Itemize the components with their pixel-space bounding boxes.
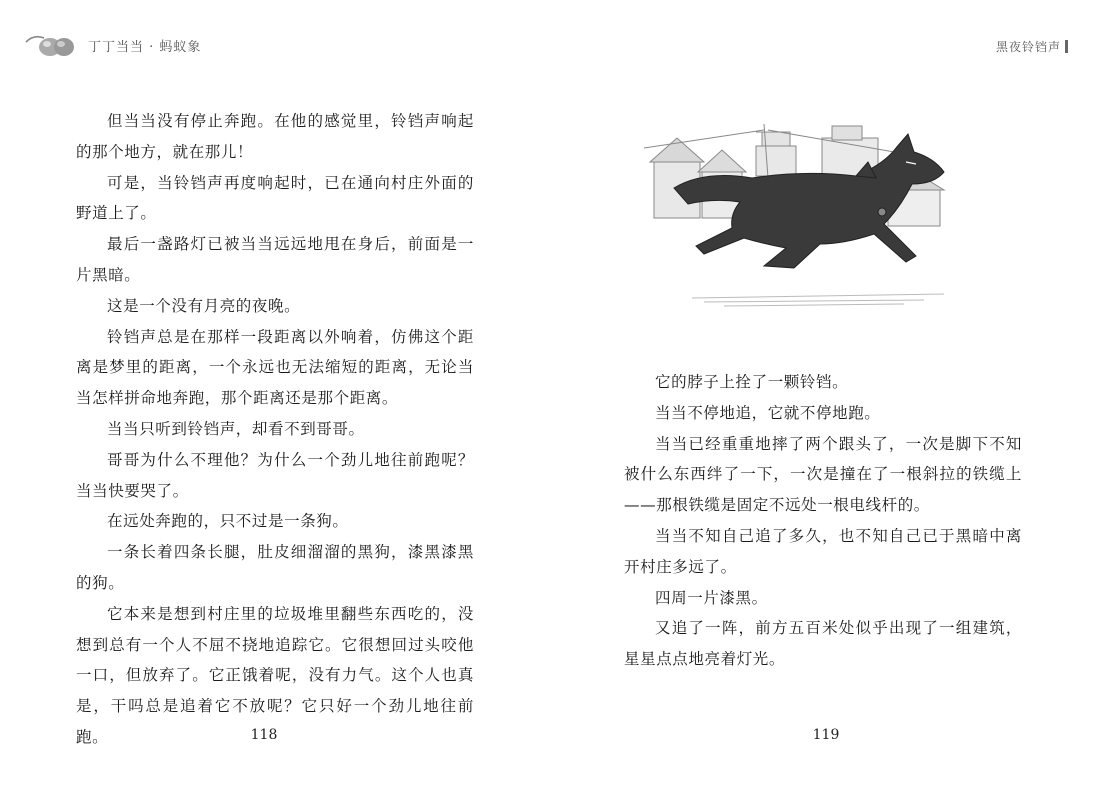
paragraph: 可是，当铃铛声再度响起时，已在通向村庄外面的野道上了。	[76, 173, 474, 223]
paragraph: 当当只听到铃铛声，却看不到哥哥。	[107, 419, 365, 438]
paragraph: 但当当没有停止奔跑。在他的感觉里，铃铛声响起的那个地方，就在那儿！	[76, 112, 474, 161]
chapter-title: 黑夜铃铛声	[995, 40, 1061, 54]
paragraph: 铃铛声总是在那样一段距离以外响着，仿佛这个距离是梦里的距离，一个永远也无法缩短的距离，无论当当怎样拼命地奔跑，那个距离还是那个距离。	[76, 327, 474, 408]
right-page	[548, 0, 1096, 786]
chapter-header	[996, 38, 1068, 55]
page-number-left: 118	[250, 727, 278, 743]
paragraph: 当当已经重重地摔了两个跟头了，一次是脚下不知被什么东西绊了一下，一次是撞在了一根斜拉的铁缆上——那根铁缆是固定不远处一根电线杆的。	[624, 434, 1022, 515]
series-header	[24, 30, 201, 60]
paragraph: 当当不停地追，它就不停地跑。	[655, 403, 881, 422]
page-number-right: 119	[812, 727, 840, 743]
series-logo-icon	[24, 30, 80, 60]
paragraph: 在远处奔跑的，只不过是一条狗。	[107, 512, 349, 531]
left-page-text	[76, 106, 474, 753]
series-title: 丁丁当当 · 蚂蚁象	[88, 39, 202, 55]
paragraph: 它本来是想到村庄里的垃圾堆里翻些东西吃的，没想到总有一个人不屈不挠地追踪它。它很想回过头咬他一口，但放弃了。它正饿着呢，没有力气。这个人也真是，干吗总是追着它不放呢？它只好一个劲儿地往前跑。	[76, 604, 474, 746]
paragraph: 当当不知自己追了多久，也不知自己已于黑暗中离开村庄多远了。	[624, 526, 1022, 576]
paragraph: 哥哥为什么不理他？为什么一个劲儿地往前跑呢？当当快要哭了。	[76, 450, 474, 500]
chapter-bar-mark	[1065, 40, 1068, 53]
paragraph: 四周一片漆黑。	[655, 588, 768, 607]
running-dog-illustration	[644, 118, 1004, 318]
right-page-text	[624, 367, 1022, 675]
paragraph: 一条长着四条长腿，肚皮细溜溜的黑狗，漆黑漆黑的狗。	[76, 543, 474, 592]
paragraph: 这是一个没有月亮的夜晚。	[107, 296, 301, 315]
paragraph: 最后一盏路灯已被当当远远地甩在身后，前面是一片黑暗。	[76, 235, 474, 284]
paragraph: 它的脖子上拴了一颗铃铛。	[655, 373, 849, 391]
paragraph: 又追了一阵，前方五百米处似乎出现了一组建筑，星星点点地亮着灯光。	[624, 619, 1022, 669]
